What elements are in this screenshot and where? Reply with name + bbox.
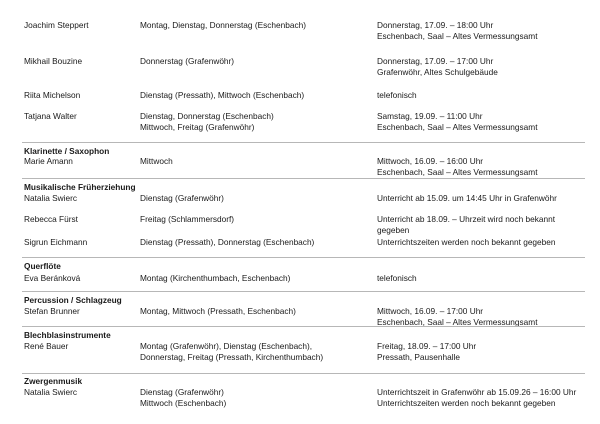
section-title: Musikalische Früherziehung [24,182,136,192]
lesson-days: Montag, Mittwoch (Pressath, Eschenbach) [140,306,296,316]
section-divider [22,142,585,143]
lesson-days: Mittwoch [140,156,173,166]
lesson-days: Montag, Dienstag, Donnerstag (Eschenbach) [140,20,307,30]
section-divider [22,291,585,292]
appointment: Mittwoch, 16.09. – 17:00 Uhr Eschenbach, Saal – Altes Vermessungsamt [377,306,538,327]
teacher-name: Rebecca Fürst [24,214,78,224]
appointment: Samstag, 19.09. – 11:00 Uhr Eschenbach, Saal – Altes Vermessungsamt [377,111,538,132]
section-title: Klarinette / Saxophon [24,146,110,156]
appointment: Unterricht ab 18.09. – Uhrzeit wird noch bekannt gegeben [377,214,556,235]
teacher-name: Marie Amann [24,156,73,166]
teacher-name: Natalia Swierc [24,387,78,397]
lesson-days: Dienstag (Pressath), Donnerstag (Eschenbach) [140,237,315,247]
teacher-name: Riita Michelson [24,90,81,100]
section-divider [22,326,585,327]
lesson-days: Donnerstag (Grafenwöhr) [140,56,235,66]
section-title: Querflöte [24,261,61,271]
appointment: Mittwoch, 16.09. – 16:00 Uhr Eschenbach, Saal – Altes Vermessungsamt [377,156,538,177]
section-title: Percussion / Schlagzeug [24,295,122,305]
section-divider [22,373,585,374]
section-title: Zwergenmusik [24,376,83,386]
teacher-name: Mikhail Bouzine [24,56,83,66]
teacher-name: Joachim Steppert [24,20,89,30]
teacher-name: Stefan Brunner [24,306,80,316]
appointment: Donnerstag, 17.09. – 17:00 Uhr Grafenwöhr, Altes Schulgebäude [377,56,498,77]
lesson-days: Montag (Grafenwöhr), Dienstag (Eschenbach), Donnerstag, Freitag (Pressath, Kirchenthumbach) [140,341,324,362]
teacher-name: Sigrun Eichmann [24,237,88,247]
lesson-days: Dienstag, Donnerstag (Eschenbach) Mittwoch, Freitag (Grafenwöhr) [140,111,274,132]
appointment: Freitag, 18.09. – 17:00 Uhr Pressath, Pausenhalle [377,341,477,362]
lesson-days: Montag (Kirchenthumbach, Eschenbach) [140,273,291,283]
lesson-days: Freitag (Schlammersdorf) [140,214,235,224]
appointment: Unterrichtszeit in Grafenwöhr ab 15.09.26 – 16:00 Uhr Unterrichtszeiten werden noch bekannt gegeben [377,387,577,408]
lesson-days: Dienstag (Grafenwöhr) [140,193,224,203]
teacher-name: Tatjana Walter [24,111,77,121]
appointment: telefonisch [377,273,417,283]
appointment: Unterricht ab 15.09. um 14:45 Uhr in Grafenwöhr [377,193,557,203]
section-divider [22,178,585,179]
appointment: telefonisch [377,90,417,100]
section-title: Blechblasinstrumente [24,330,111,340]
lesson-days: Dienstag (Grafenwöhr) Mittwoch (Eschenbach) [140,387,227,408]
teacher-name: Natalia Swierc [24,193,78,203]
lesson-days: Dienstag (Pressath), Mittwoch (Eschenbach) [140,90,305,100]
section-divider [22,257,585,258]
teacher-name: Eva Beránková [24,273,81,283]
teacher-name: René Bauer [24,341,69,351]
appointment: Donnerstag, 17.09. – 18:00 Uhr Eschenbach, Saal – Altes Vermessungsamt [377,20,538,41]
appointment: Unterrichtszeiten werden noch bekannt gegeben [377,237,556,247]
